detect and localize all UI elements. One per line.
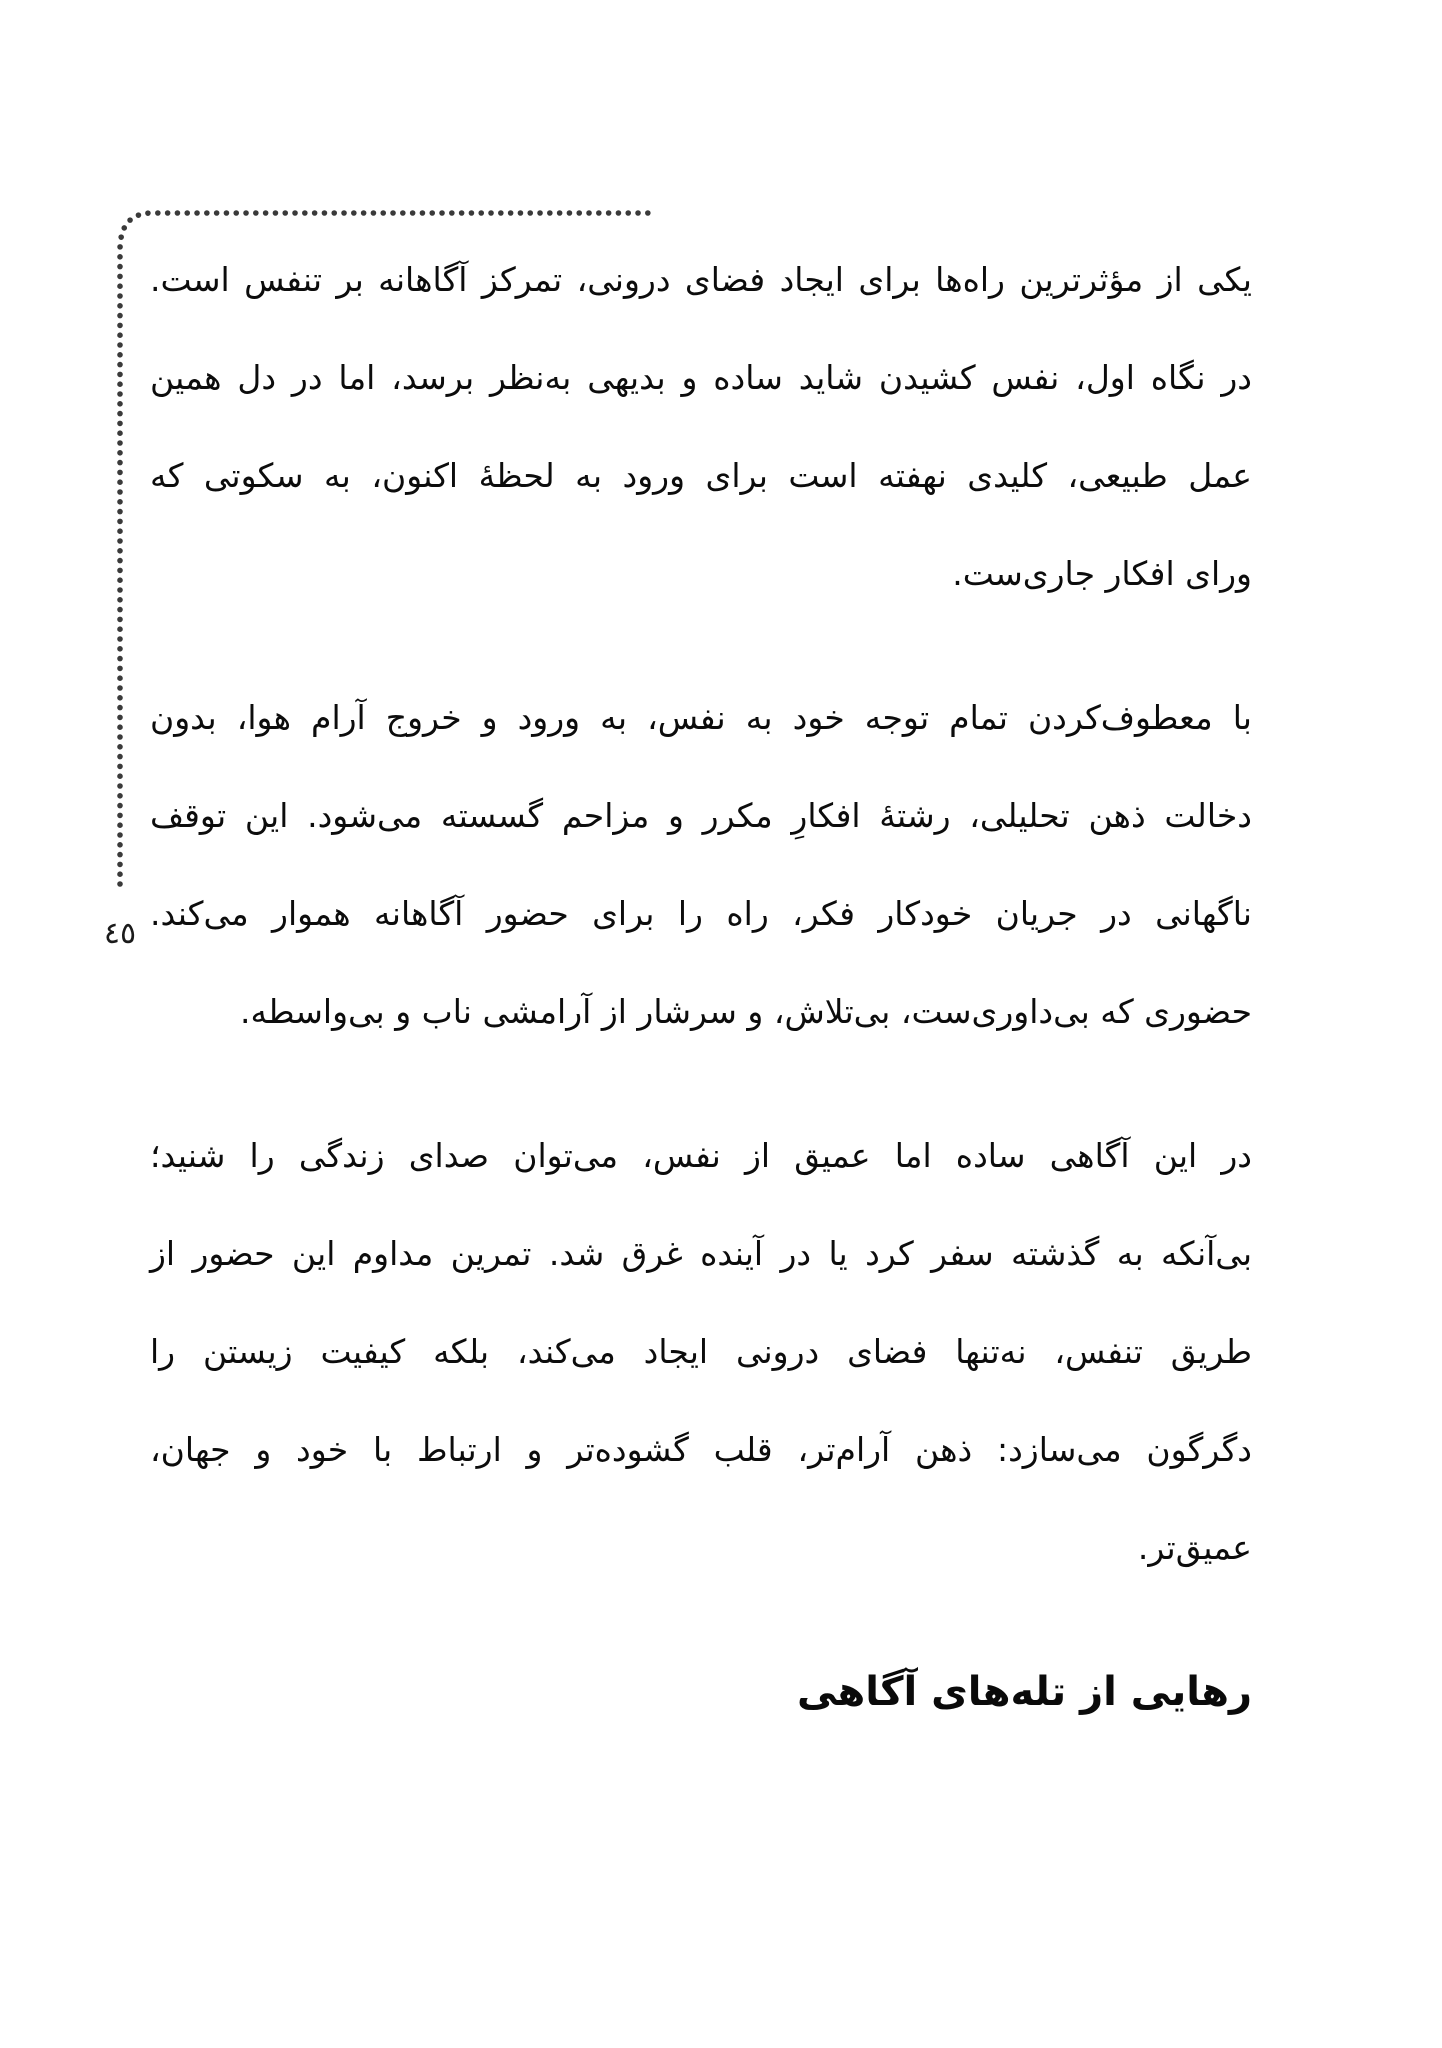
text-line: دخالت ذهن تحلیلی، رشتهٔ افکارِ مکرر و مزاحم گسسته می‌شود. این توقف — [150, 796, 1252, 835]
page-number: ٤٥ — [103, 916, 137, 951]
paragraph-3 — [150, 1107, 1252, 1597]
text-line: ورای افکار جاری‌ست. — [952, 554, 1252, 593]
text-line: دگرگون می‌سازد: ذهن آرام‌تر، قلب گشوده‌تر و ارتباط با خود و جهان، — [150, 1430, 1252, 1469]
text-line: حضوری که بی‌داوری‌ست، بی‌تلاش، و سرشار از آرامشی ناب و بی‌واسطه. — [240, 992, 1252, 1031]
text-line: ناگهانی در جریان خودکار فکر، راه را برای حضور آگاهانه هموار می‌کند. — [150, 894, 1252, 933]
paragraph-2 — [150, 669, 1252, 1061]
text-line: در این آگاهی ساده اما عمیق از نفس، می‌توان صدای زندگی را شنید؛ — [150, 1136, 1252, 1175]
text-line: طریق تنفس، نه‌تنها فضای درونی ایجاد می‌کند، بلکه کیفیت زیستن را — [150, 1332, 1252, 1371]
text-line: بی‌آنکه به گذشته سفر کرد یا در آینده غرق شد. تمرین مداوم این حضور از — [150, 1234, 1252, 1273]
section-heading: رهایی از تله‌های آگاهی — [797, 1669, 1252, 1715]
text-line: یکی از مؤثرترین راه‌ها برای ایجاد فضای درونی، تمرکز آگاهانه بر تنفس است. — [150, 260, 1252, 299]
text-line: با معطوف‌کردن تمام توجه خود به نفس، به ورود و خروج آرام هوا، بدون — [150, 698, 1252, 737]
text-line: عمل طبیعی، کلیدی نهفته است برای ورود به لحظهٔ اکنون، به سکوتی که — [150, 456, 1252, 495]
text-line: در نگاه اول، نفس کشیدن شاید ساده و بدیهی به‌نظر برسد، اما در دل همین — [150, 358, 1252, 397]
text-block — [150, 231, 1252, 1741]
text-line: عمیق‌تر. — [1137, 1528, 1252, 1567]
paragraph-1 — [150, 231, 1252, 623]
